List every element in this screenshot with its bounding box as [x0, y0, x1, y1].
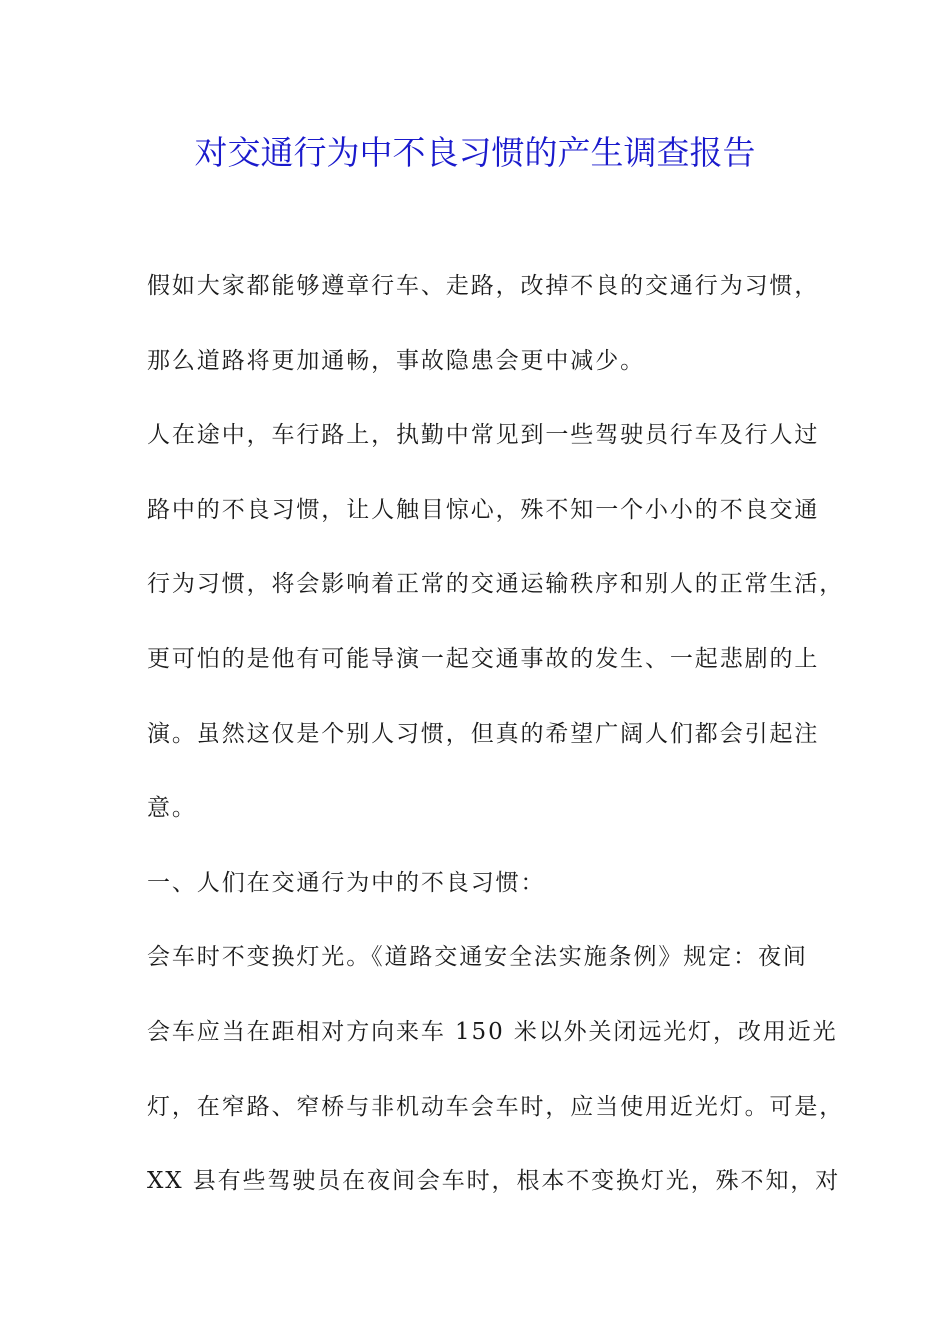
text-line: 人在途中，车行路上，执勤中常见到一些驾驶员行车及行人过	[147, 422, 820, 449]
text-line: XX 县有些驾驶员在夜间会车时，根本不变换灯光，殊不知，对	[147, 1168, 841, 1195]
document-body	[147, 256, 845, 1226]
text-line: 演。虽然这仅是个别人习惯，但真的希望广阔人们都会引起注	[147, 720, 820, 747]
text-line: 意。	[147, 795, 197, 822]
text-line: 行为习惯，将会影响着正常的交通运输秩序和别人的正常生活，	[147, 571, 845, 598]
text-line: 更可怕的是他有可能导演一起交通事故的发生、一起悲剧的上	[147, 645, 820, 672]
text-line: 会车应当在距相对方向来车 150 米以外关闭远光灯，改用近光	[147, 1018, 838, 1045]
section-heading: 一、人们在交通行为中的不良习惯：	[147, 869, 546, 896]
text-line: 路中的不良习惯，让人触目惊心，殊不知一个小小的不良交通	[147, 496, 820, 523]
text-line: 那么道路将更加通畅，事故隐患会更中减少。	[147, 347, 645, 374]
document-title: 对交通行为中不良习惯的产生调查报告	[194, 133, 756, 172]
text-line: 会车时不变换灯光。《道路交通安全法实施条例》规定：夜间	[147, 944, 808, 971]
text-line: 灯，在窄路、窄桥与非机动车会车时，应当使用近光灯。可是，	[147, 1093, 845, 1120]
text-line: 假如大家都能够遵章行车、走路，改掉不良的交通行为习惯，	[147, 273, 820, 299]
